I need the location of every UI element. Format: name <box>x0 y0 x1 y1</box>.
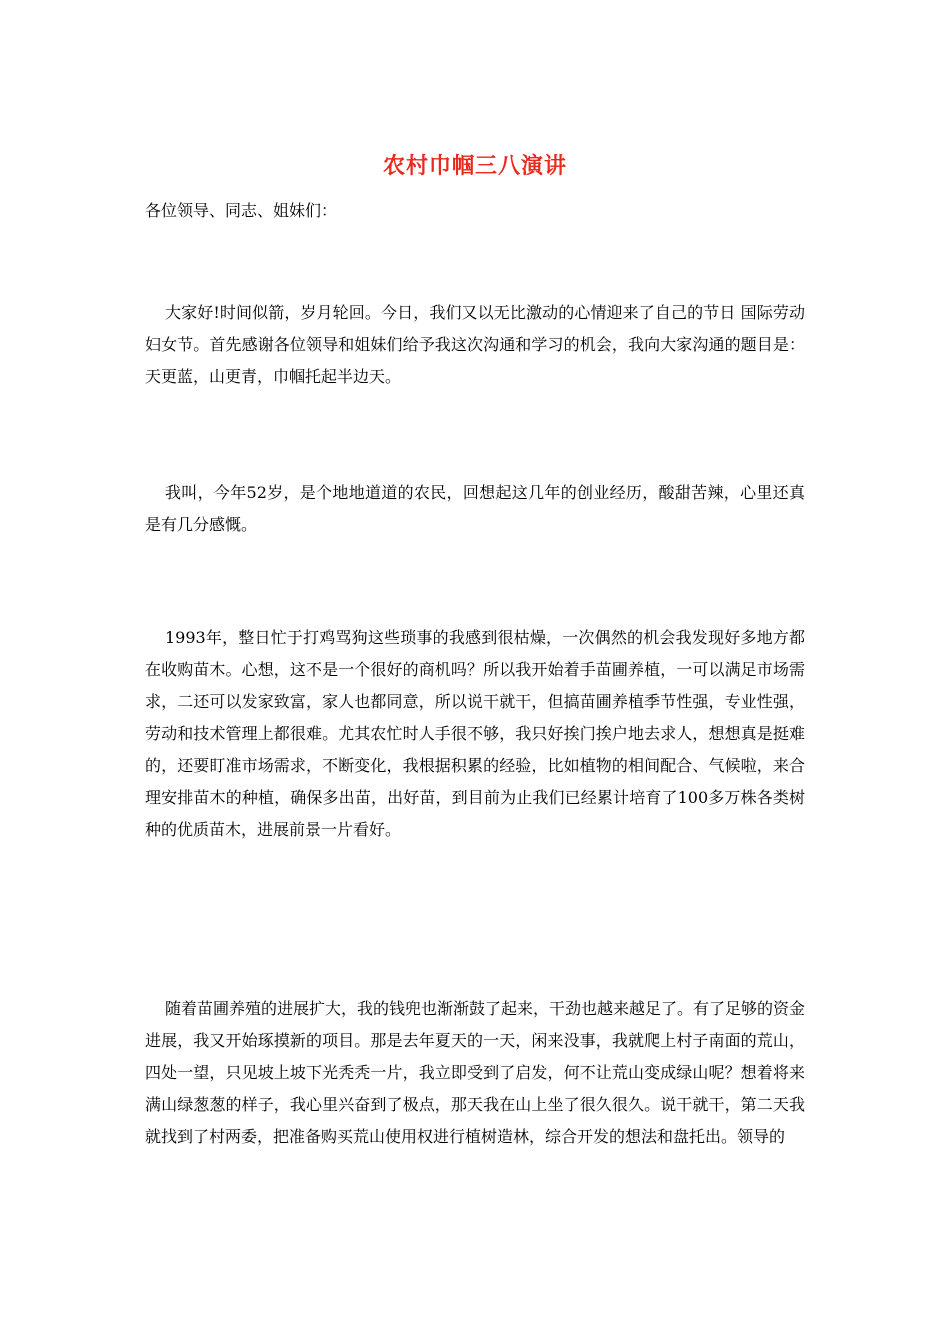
paragraph-3: 1993年，整日忙于打鸡骂狗这些琐事的我感到很枯燥，一次偶然的机会我发现好多地方都在收购苗木。心想，这不是一个很好的商机吗？所以我开始着手苗圃养植，一可以满足市场需求，二还可以发家致富，家人也都同意，所以说干就干，但搞苗圃养植季节性强，专业性强，劳动和技术管理上都很难。尤其农忙时人手很不够，我只好挨门挨户地去求人，想想真是挺难的，还要盯准市场需求，不断变化，我根据积累的经验，比如植物的相间配合、气候啦，来合理安排苗木的种植，确保多出苗，出好苗，到目前为止我们已经累计培育了100多万株各类树种的优质苗木，进展前景一片看好。 <box>145 628 805 839</box>
paragraph-4: 随着苗圃养殖的进展扩大，我的钱兜也渐渐鼓了起来，干劲也越来越足了。有了足够的资金进展，我又开始琢摸新的项目。那是去年夏天的一天，闲来没事，我就爬上村子南面的荒山，四处一望，只见坡上坡下光秃秃一片，我立即受到了启发，何不让荒山变成绿山呢？想着将来满山绿葱葱的样子，我心里兴奋到了极点，那天我在山上坐了很久很久。说干就干，第二天我就找到了村两委，把准备购买荒山使用权进行植树造林，综合开发的想法和盘托出。领导的 <box>145 999 806 1146</box>
page-title: 农村巾帼三八演讲 <box>382 154 567 179</box>
paragraph-2: 我叫，今年52岁，是个地地道道的农民，回想起这几年的创业经历，酸甜苦辣，心里还真是有几分感慨。 <box>145 483 805 534</box>
paragraph-1: 大家好!时间似箭，岁月轮回。今日，我们又以无比激动的心情迎来了自己的节日 国际劳动妇女节。首先感谢各位领导和姐妹们给予我这次沟通和学习的机会，我向大家沟通的题目是：天更蓝，山更青，巾帼托起半边天。 <box>145 303 805 386</box>
salutation: 各位领导、同志、姐妹们： <box>145 201 338 220</box>
